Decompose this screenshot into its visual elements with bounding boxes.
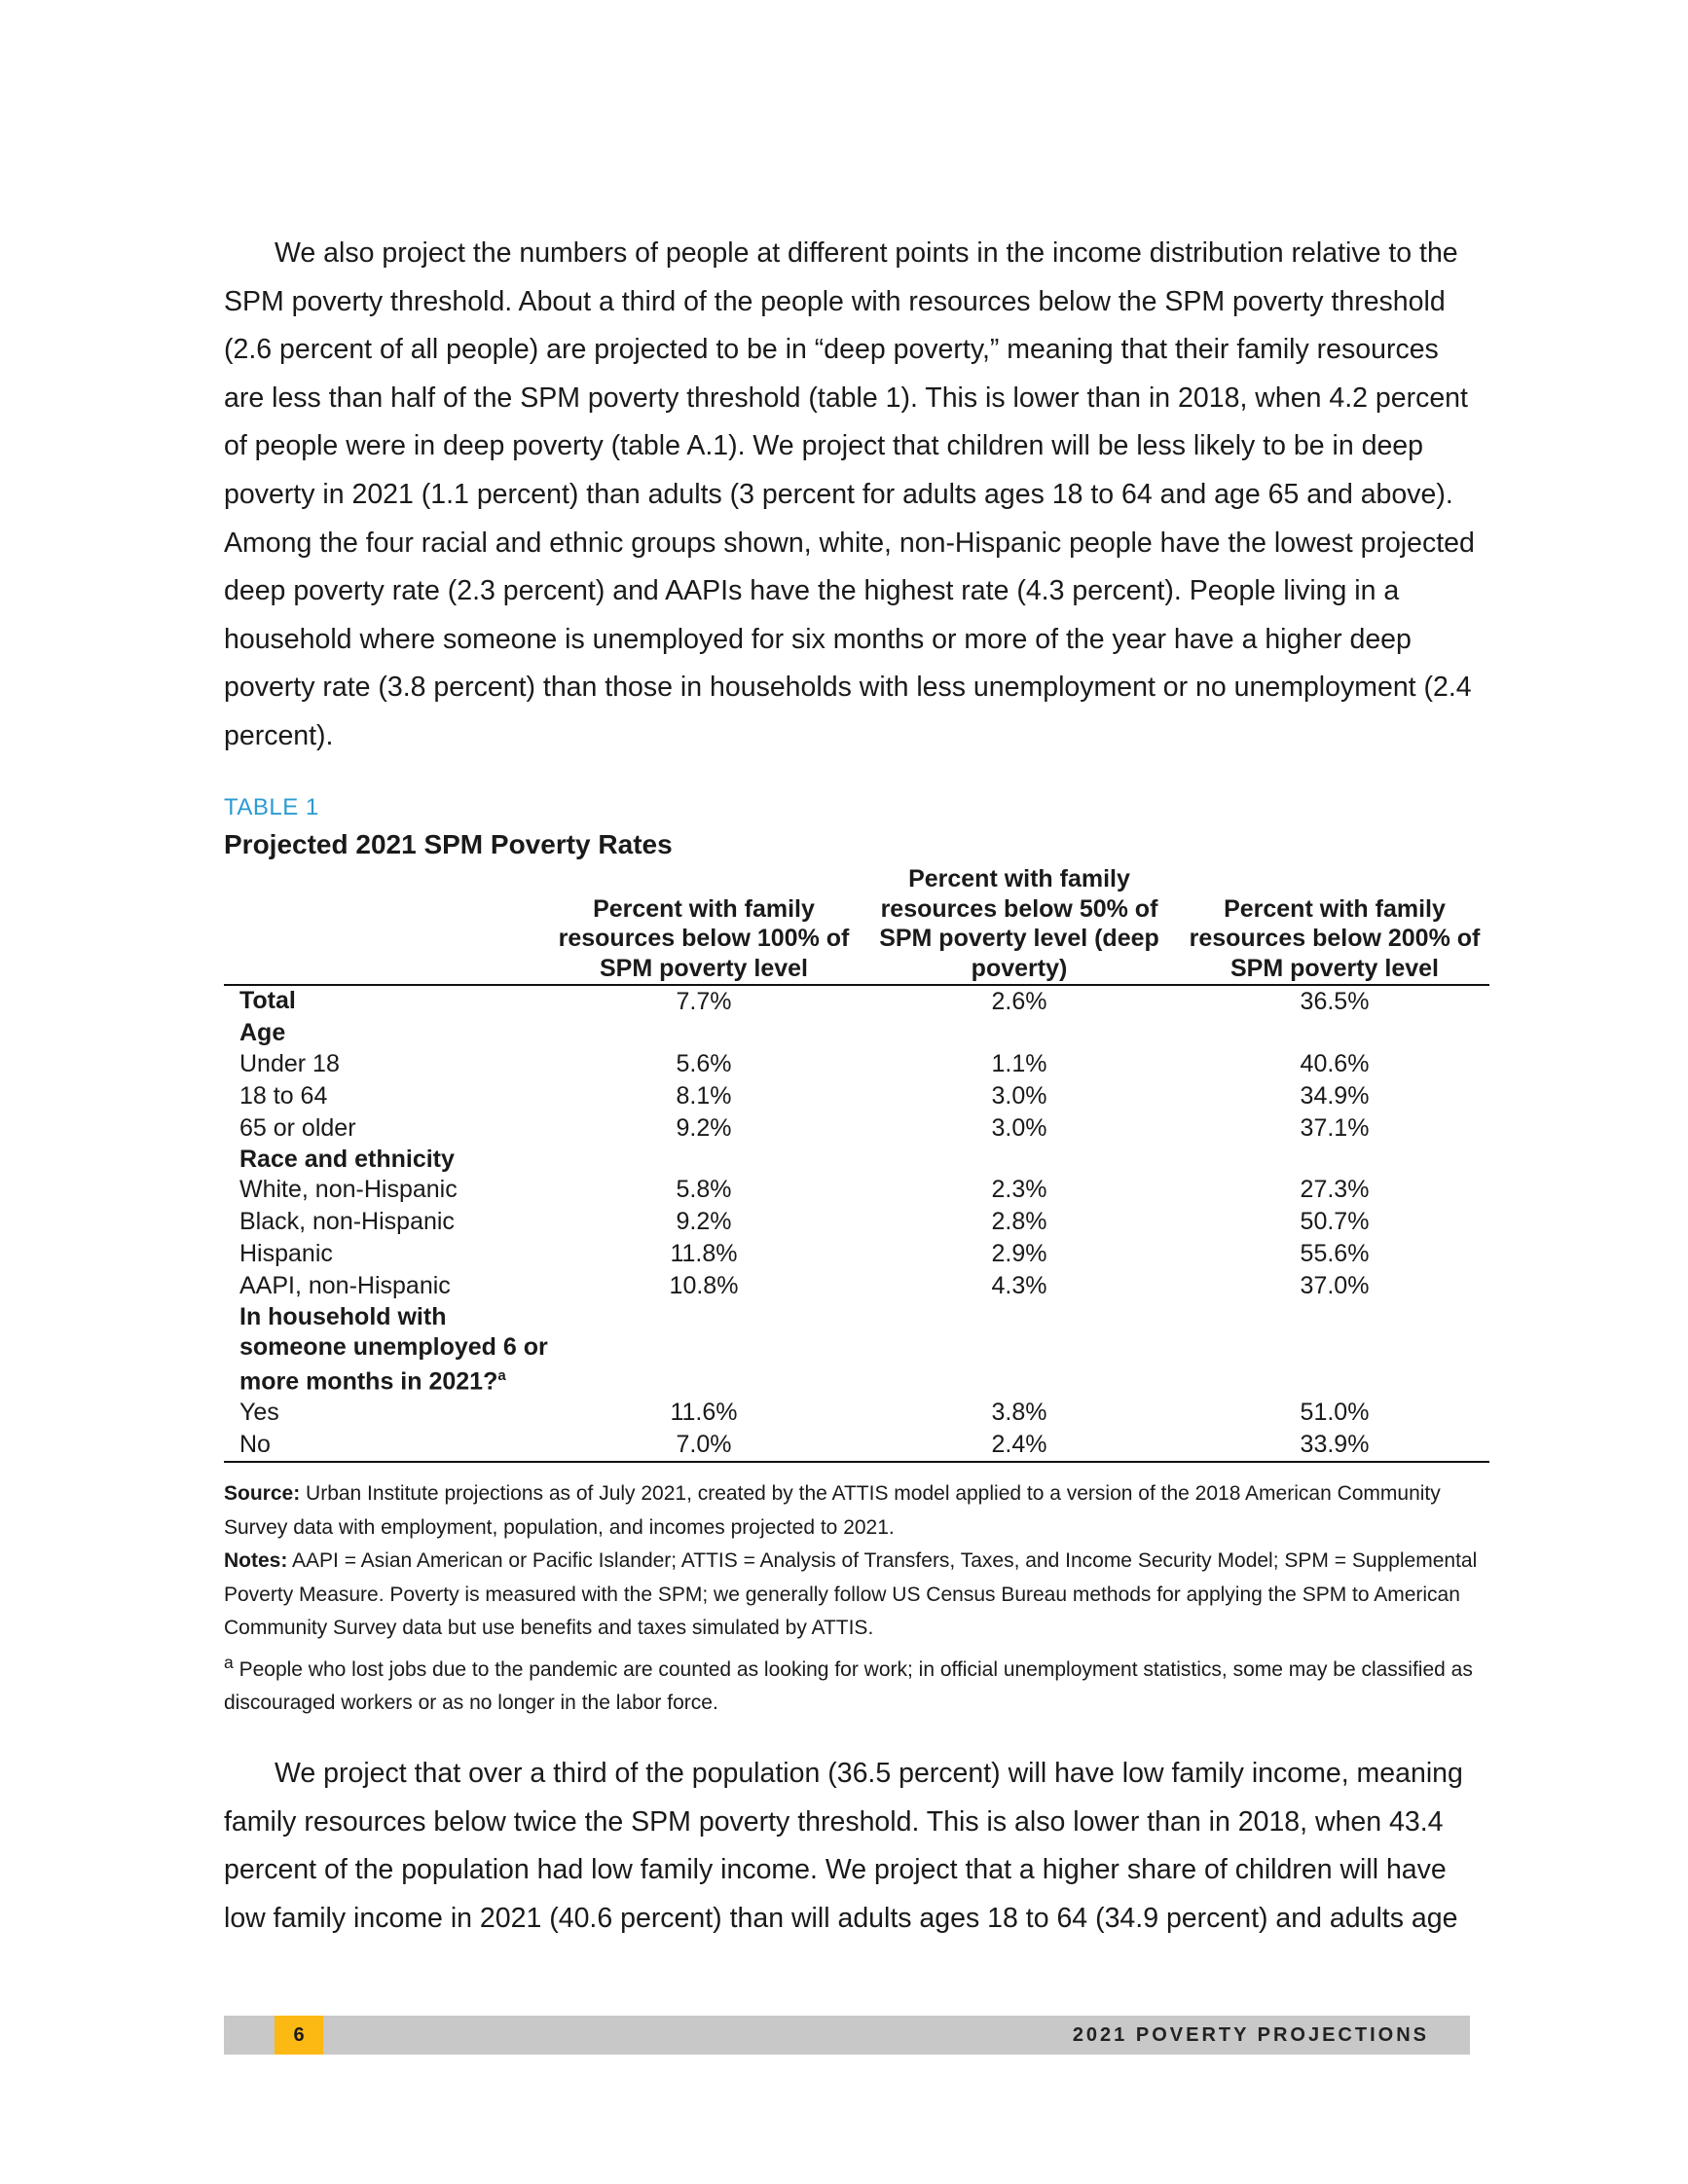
cell-value: 34.9% bbox=[1300, 1081, 1370, 1110]
section-heading-age: Age bbox=[239, 1019, 286, 1046]
footnote-mark: a bbox=[224, 1652, 234, 1672]
cell-value: 2.8% bbox=[991, 1208, 1047, 1235]
cell-value: 4.3% bbox=[991, 1272, 1047, 1299]
cell-value: 9.2% bbox=[676, 1208, 732, 1235]
cell-value: 33.9% bbox=[1180, 1429, 1489, 1462]
cell-value: 11.6% bbox=[670, 1398, 738, 1426]
table-title: Projected 2021 SPM Poverty Rates bbox=[224, 829, 673, 859]
header-below-50: Percent with family resources below 50% of SPM poverty level (deep poverty) bbox=[859, 864, 1180, 985]
table-row bbox=[224, 1080, 1489, 1112]
table-row bbox=[224, 1112, 1489, 1145]
cell-value: 27.3% bbox=[1300, 1176, 1370, 1203]
row-label: AAPI, non-Hispanic bbox=[239, 1272, 451, 1299]
table-header-row bbox=[224, 864, 1489, 985]
cell-value: 5.6% bbox=[676, 1049, 732, 1077]
cell-value: 55.6% bbox=[1300, 1240, 1370, 1267]
notes-text: AAPI = Asian American or Pacific Islander; ATTIS = Analysis of Transfers, Taxes, and Income Security Model; SPM = Supplemental Poverty Measure. Poverty is measured with the SPM; we generally follow US Census Bureau methods for applying the SPM to American Community Survey data but use benefits and taxes simulated by ATTIS. bbox=[224, 1549, 1478, 1639]
cell-value: 36.5% bbox=[1300, 988, 1370, 1015]
cell-value: 50.7% bbox=[1300, 1208, 1370, 1235]
footnote-superscript: a bbox=[497, 1367, 506, 1384]
source-text: Urban Institute projections as of July 2021, created by the ATTIS model applied to a version of the 2018 American Community Survey data with employment, population, and incomes projected to 2021. bbox=[224, 1482, 1441, 1539]
row-label: Under 18 bbox=[239, 1049, 340, 1077]
cell-value: 7.7% bbox=[676, 988, 732, 1015]
cell-value: 37.0% bbox=[1300, 1272, 1370, 1299]
table-row bbox=[224, 1048, 1489, 1080]
row-label: 65 or older bbox=[239, 1113, 356, 1142]
table-row bbox=[224, 1270, 1489, 1302]
table-row bbox=[224, 1174, 1489, 1206]
table-row bbox=[224, 1206, 1489, 1238]
row-label: Hispanic bbox=[239, 1240, 333, 1267]
cell-value: 10.8% bbox=[669, 1272, 739, 1299]
row-label: No bbox=[224, 1429, 549, 1462]
cell-value: 5.8% bbox=[676, 1176, 732, 1203]
body-paragraph-1 bbox=[224, 230, 1480, 761]
cell-value: 37.1% bbox=[1300, 1113, 1370, 1142]
cell-value: 51.0% bbox=[1300, 1398, 1370, 1426]
table-label: TABLE 1 bbox=[224, 794, 319, 820]
cell-value: 3.0% bbox=[991, 1113, 1047, 1142]
table-row-total bbox=[224, 985, 1489, 1018]
body-paragraph-2 bbox=[224, 1750, 1480, 1943]
cell-value: 3.0% bbox=[991, 1081, 1047, 1110]
section-heading-race: Race and ethnicity bbox=[239, 1145, 455, 1173]
section-heading-unemployment bbox=[224, 1302, 549, 1397]
row-label: Yes bbox=[239, 1398, 279, 1426]
poverty-rates-table bbox=[224, 864, 1489, 1463]
cell-value: 2.9% bbox=[991, 1240, 1047, 1267]
footnote-text: People who lost jobs due to the pandemic are counted as looking for work; in official unemployment statistics, some may be classified as discouraged workers or as no longer in the labor force. bbox=[224, 1657, 1473, 1714]
cell-value: 2.4% bbox=[859, 1429, 1180, 1462]
page-footer bbox=[224, 2016, 1470, 2055]
cell-value: 7.0% bbox=[549, 1429, 859, 1462]
unemployment-heading-text: In household with someone unemployed 6 or more months in 2021? bbox=[239, 1303, 548, 1396]
section-heading-row bbox=[224, 1018, 1489, 1048]
notes-label: Notes: bbox=[224, 1549, 288, 1572]
header-blank bbox=[224, 864, 549, 985]
cell-value: 2.3% bbox=[991, 1176, 1047, 1203]
source-note bbox=[224, 1477, 1489, 1545]
row-label: Total bbox=[239, 987, 296, 1014]
running-title: 2021 POVERTY PROJECTIONS bbox=[1072, 2024, 1429, 2046]
source-label: Source: bbox=[224, 1482, 301, 1505]
table-row bbox=[224, 1397, 1489, 1429]
cell-value: 40.6% bbox=[1300, 1049, 1370, 1077]
notes-note bbox=[224, 1545, 1489, 1646]
cell-value: 3.8% bbox=[991, 1398, 1047, 1426]
cell-value: 8.1% bbox=[676, 1081, 732, 1110]
header-below-100: Percent with family resources below 100% of SPM poverty level bbox=[549, 864, 859, 985]
paragraph-2-text: We project that over a third of the population (36.5 percent) will have low family income, meaning family resources below twice the SPM poverty threshold. This is also lower than in 2018, when 43.4 percent of the population had low family income. We project that a higher share of children will have low family income in 2021 (40.6 percent) than will adults ages 18 to 64 (34.9 percent) and adults age bbox=[224, 1758, 1463, 1934]
paragraph-1-text: We also project the numbers of people at different points in the income distribution relative to the SPM poverty threshold. About a third of the people with resources below the SPM poverty threshold (2.6 percent of all people) are projected to be in “deep poverty,” meaning that their family resources are less than half of the SPM poverty threshold (table 1). This is lower than in 2018, when 4.2 percent of people were in deep poverty (table A.1). We project that children will be less likely to be in deep poverty in 2021 (1.1 percent) than adults (3 percent for adults ages 18 to 64 and age 65 and above). Among the four racial and ethnic groups shown, white, non-Hispanic people have the lowest projected deep poverty rate (2.3 percent) and AAPIs have the highest rate (4.3 percent). People living in a household where someone is unemployed for six months or more of the year have a higher deep poverty rate (3.8 percent) than those in households with less unemployment or no unemployment (2.4 percent). bbox=[224, 237, 1475, 751]
section-heading-row bbox=[224, 1302, 1489, 1397]
page-number: 6 bbox=[275, 2016, 323, 2055]
cell-value: 1.1% bbox=[991, 1049, 1047, 1077]
section-heading-row bbox=[224, 1145, 1489, 1175]
cell-value: 11.8% bbox=[670, 1240, 738, 1267]
row-label: Black, non-Hispanic bbox=[239, 1208, 455, 1235]
footnote bbox=[224, 1646, 1489, 1721]
cell-value: 9.2% bbox=[676, 1113, 732, 1142]
table-row bbox=[224, 1429, 1489, 1462]
cell-value: 2.6% bbox=[991, 988, 1047, 1015]
table-row bbox=[224, 1238, 1489, 1270]
header-below-200: Percent with family resources below 200% of SPM poverty level bbox=[1180, 864, 1489, 985]
table-notes bbox=[224, 1477, 1489, 1721]
row-label: White, non-Hispanic bbox=[239, 1176, 458, 1203]
row-label: 18 to 64 bbox=[239, 1081, 328, 1110]
